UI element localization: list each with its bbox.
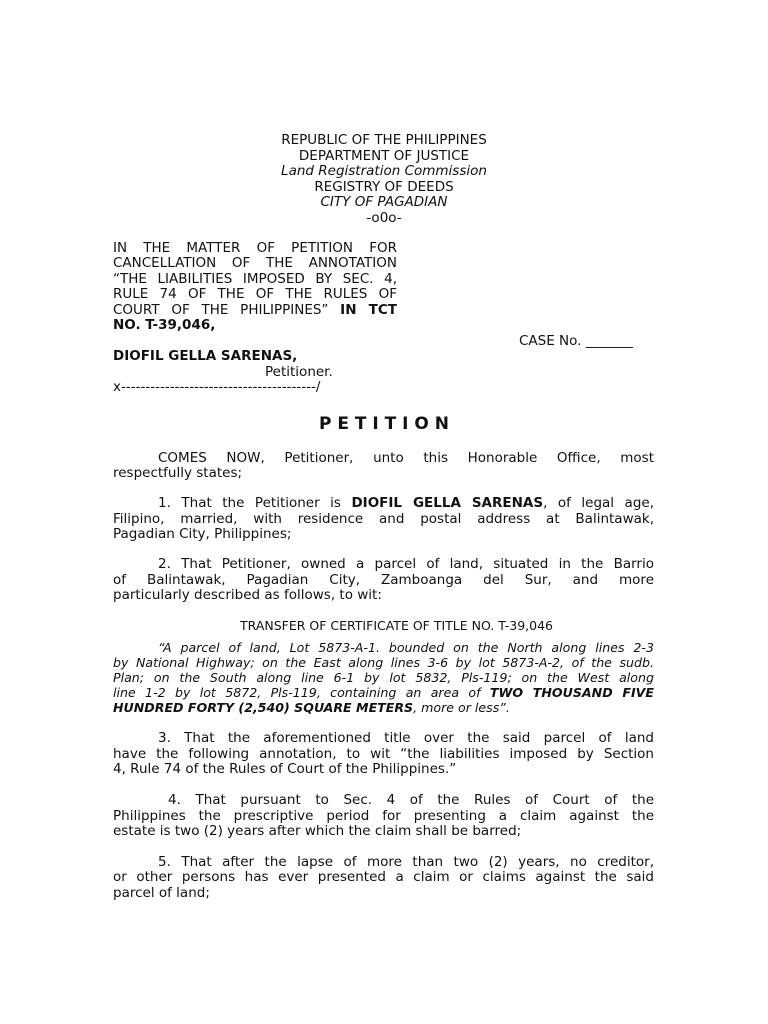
land-desc-line-5-post: , more or less”. (413, 700, 510, 715)
case-number: CASE No. _______ (519, 333, 634, 349)
land-desc-line-3: Plan; on the South along line 6-1 by lot 5832, Pls-119; on the West along (113, 670, 654, 685)
para3-line-3: 4, Rule 74 of the Rules of Court of the Philippines.” (113, 761, 457, 777)
para5-line-1: 5. That after the lapse of more than two (2) years, no creditor, (158, 854, 654, 870)
land-area-bold-2: HUNDRED FORTY (2,540) SQUARE METERS (113, 700, 414, 715)
intro-line-2: respectfully states; (113, 465, 243, 481)
caption-line-1: IN THE MATTER OF PETITION FOR (113, 240, 397, 256)
para1-line-3: Pagadian City, Philippines; (113, 526, 292, 542)
para1-post: , of legal age, (543, 495, 654, 511)
petitioner-label: Petitioner. (265, 364, 333, 380)
header-department: DEPARTMENT OF JUSTICE (298, 148, 470, 164)
land-desc-line-4-text: line 1-2 by lot 5872, Pls-119, containing an area of (113, 685, 490, 700)
header-republic: REPUBLIC OF THE PHILIPPINES (281, 132, 487, 148)
caption-separator: x----------------------------------------/ (113, 379, 321, 395)
para5-line-2: or other persons has ever presented a claim or claims against the said (113, 869, 654, 885)
caption-tct-number: NO. T-39,046, (113, 317, 216, 333)
header-city: CITY OF PAGADIAN (320, 194, 448, 210)
para1-line-1 (158, 496, 654, 512)
caption-line-2: CANCELLATION OF THE ANNOTATION (113, 255, 397, 271)
para1-name: DIOFIL GELLA SARENAS (351, 495, 544, 511)
tct-heading: TRANSFER OF CERTIFICATE OF TITLE NO. T-39,046 (240, 618, 553, 633)
land-desc-line-2: by National Highway; on the East along lines 3-6 by lot 5873-A-2, of the sudb. (113, 655, 654, 670)
intro-line-1: COMES NOW, Petitioner, unto this Honorable Office, most (158, 450, 654, 466)
caption-line-3: “THE LIABILITIES IMPOSED BY SEC. 4, (113, 271, 397, 287)
header-commission: Land Registration Commission (281, 163, 487, 179)
petitioner-name: DIOFIL GELLA SARENAS, (113, 348, 298, 364)
header-registry: REGISTRY OF DEEDS (314, 179, 454, 195)
para3-line-2: have the following annotation, to wit “the liabilities imposed by Section (113, 746, 654, 762)
caption-tct-bold: IN TCT (340, 302, 397, 318)
para3-line-1: 3. That the aforementioned title over the said parcel of land (158, 730, 654, 746)
land-desc-line-1: “A parcel of land, Lot 5873-A-1. bounded on the North along lines 2-3 (158, 640, 654, 655)
land-desc-line-4 (113, 686, 654, 700)
para1-line-2: Filipino, married, with residence and postal address at Balintawak, (113, 511, 654, 527)
para2-line-2: of Balintawak, Pagadian City, Zamboanga del Sur, and more (113, 572, 654, 588)
document-title: P E T I T I O N (318, 414, 450, 434)
header-ornament: -o0o- (366, 210, 402, 226)
para2-line-1: 2. That Petitioner, owned a parcel of land, situated in the Barrio (158, 556, 654, 572)
land-area-bold: TWO THOUSAND FIVE (489, 685, 654, 700)
land-desc-line-5 (113, 701, 654, 715)
para4-line-3: estate is two (2) years after which the claim shall be barred; (113, 823, 522, 839)
caption-line-5-text: COURT OF THE PHILIPPINES” (113, 302, 341, 318)
para4-line-2: Philippines the prescriptive period for presenting a claim against the (113, 808, 654, 824)
para1-pre: 1. That the Petitioner is (158, 495, 352, 511)
para4-line-1: 4. That pursuant to Sec. 4 of the Rules of Court of the (168, 792, 654, 808)
para5-line-3: parcel of land; (113, 885, 210, 901)
caption-line-4: RULE 74 OF THE OF THE RULES OF (113, 286, 397, 302)
para2-line-3: particularly described as follows, to wit: (113, 587, 382, 603)
